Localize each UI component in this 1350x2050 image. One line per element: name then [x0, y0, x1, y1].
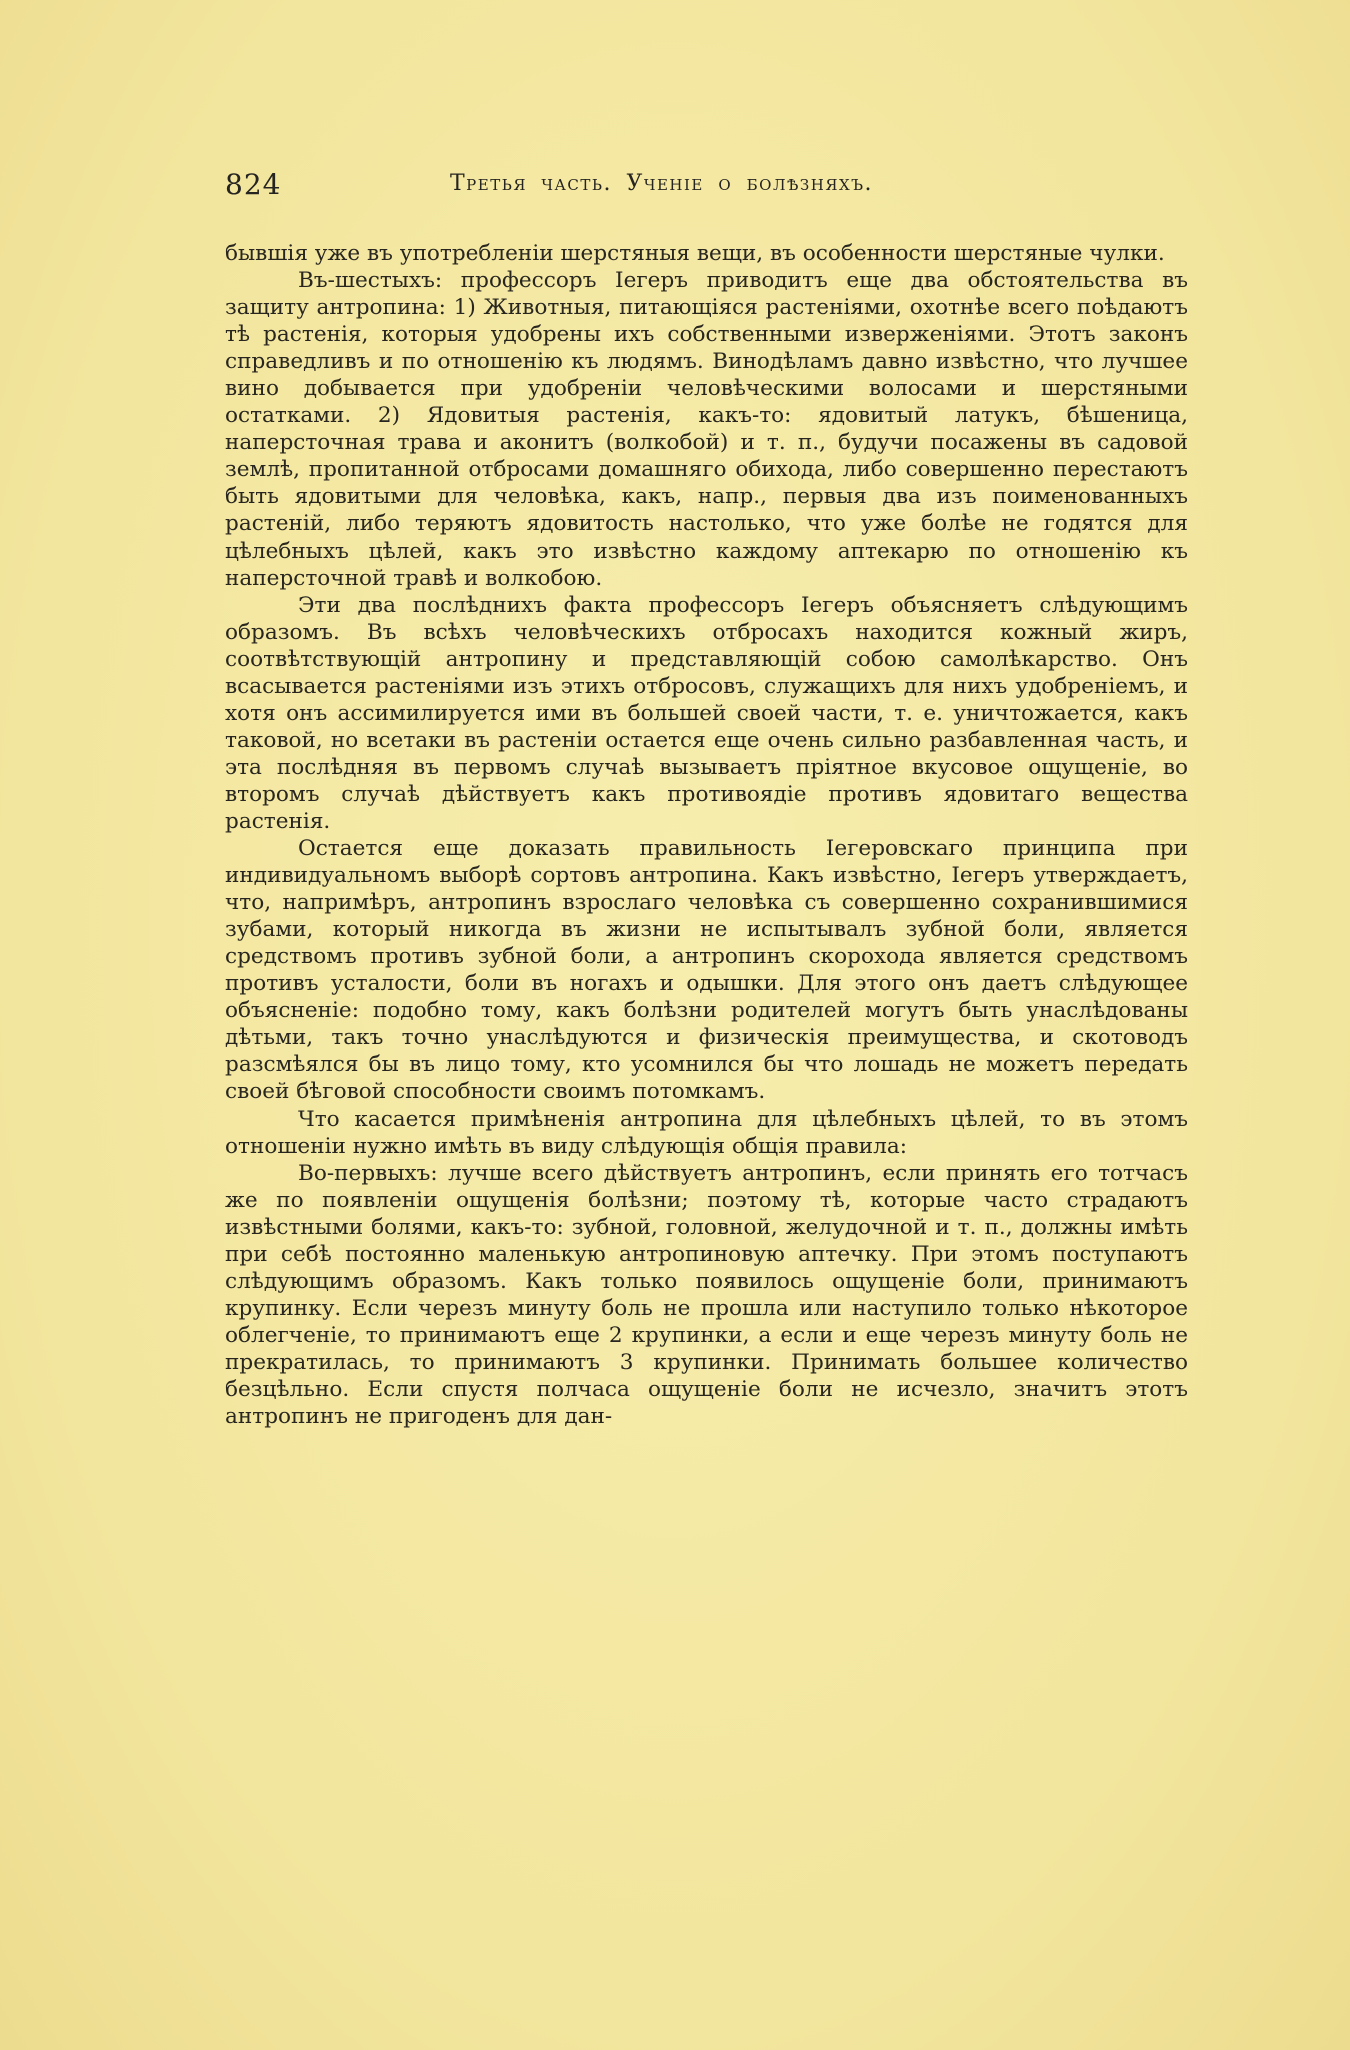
paragraph-sixth-point: Въ-шестыхъ: профессоръ Іегеръ приводитъ еще два обстоятельства въ защиту антропина: 1) Животныя, питающіяся растеніями, охотнѣе всего поѣдаютъ тѣ растенія, которыя удобрены ихъ собственными изверженіями. Этотъ законъ справедливъ и по отношенію къ людямъ. Винодѣламъ давно извѣстно, что лучшее вино добывается при удобреніи человѣческими волосами и шерстяными остатками. 2) Ядовитыя растенія, какъ-то: ядовитый латукъ, бѣшеница, наперсточная трава и аконитъ (волкобой) и т. п., будучи посажены въ садовой землѣ, пропитанной отбросами домашняго обихода, либо совершенно перестаютъ быть ядовитыми для человѣка, какъ, напр., первыя два изъ поименованныхъ растеній, либо теряютъ ядовитость настолько, что уже болѣе не годятся для цѣлебныхъ цѣлей, какъ это извѣстно каждому аптекарю по отношенію къ наперсточной травѣ и волкобою. [225, 268, 1188, 591]
paragraph-explanation: Эти два послѣднихъ факта профессоръ Іегеръ объясняетъ слѣдующимъ образомъ. Въ всѣхъ человѣческихъ отбросахъ находится кожный жиръ, соотвѣтствующій антропину и представляющій собою самолѣкарство. Онъ всасывается растеніями изъ этихъ отбросовъ, служащихъ для нихъ удобреніемъ, и хотя онъ ассимилируется ими въ большей своей части, т. е. уничтожается, какъ таковой, но всетаки въ растеніи остается еще очень сильно разбавленная часть, и эта послѣдняя въ первомъ случаѣ вызываетъ пріятное вкусовое ощущеніе, во второмъ случаѣ дѣйствуетъ какъ противоядіе противъ ядовитаго вещества растенія. [225, 592, 1188, 834]
page-number: 824 [225, 168, 282, 201]
paragraph-first-rule: Во-первыхъ: лучше всего дѣйствуетъ антропинъ, если принять его тотчасъ же по появленіи ощущенія болѣзни; поэтому тѣ, которые часто страдаютъ извѣстными болями, какъ-то: зубной, головной, желудочной и т. п., должны имѣть при себѣ постоянно маленькую антропиновую аптечку. При этомъ поступаютъ слѣдующимъ образомъ. Какъ только появилось ощущеніе боли, принимаютъ крупинку. Если черезъ минуту боль не прошла или наступило только нѣкоторое облегченіе, то принимаютъ еще 2 крупинки, а если и еще черезъ минуту боль не прекратилась, то принимаютъ 3 крупинки. Принимать большее количество безцѣльно. Если спустя полчаса ощущеніе боли не исчезло, значитъ этотъ антропинъ не пригоденъ для дан- [225, 1160, 1188, 1430]
page-header [225, 168, 1200, 208]
paragraph-principle: Остается еще доказать правильность Іегеровскаго принципа при индивидуальномъ выборѣ сортовъ антропина. Какъ извѣстно, Іегеръ утверждаетъ, что, напримѣръ, антропинъ взрослаго человѣка съ совершенно сохранившимися зубами, который никогда въ жизни не испытывалъ зубной боли, является средствомъ противъ зубной боли, а антропинъ скорохода является средствомъ противъ усталости, боли въ ногахъ и одышки. Для этого онъ даетъ слѣдующее объясненіе: подобно тому, какъ болѣзни родителей могутъ быть унаслѣдованы дѣтьми, такъ точно унаслѣдуются и физическія преимущества, и скотоводъ разсмѣялся бы въ лицо тому, кто усомнился бы что лошадь не можетъ передать своей бѣговой способности своимъ потомкамъ. [225, 836, 1188, 1105]
body-text [225, 240, 1188, 1430]
paragraph-continuation: бывшія уже въ употребленіи шерстяныя вещи, въ особенности шерстяные чулки. [225, 241, 1165, 266]
running-title: Третья часть. Ученіе о болѣзняхъ. [450, 171, 874, 196]
paragraph-application-rules: Что касается примѣненія антропина для цѣлебныхъ цѣлей, то въ этомъ отношеніи нужно имѣть въ виду слѣдующія общія правила: [225, 1106, 1188, 1159]
